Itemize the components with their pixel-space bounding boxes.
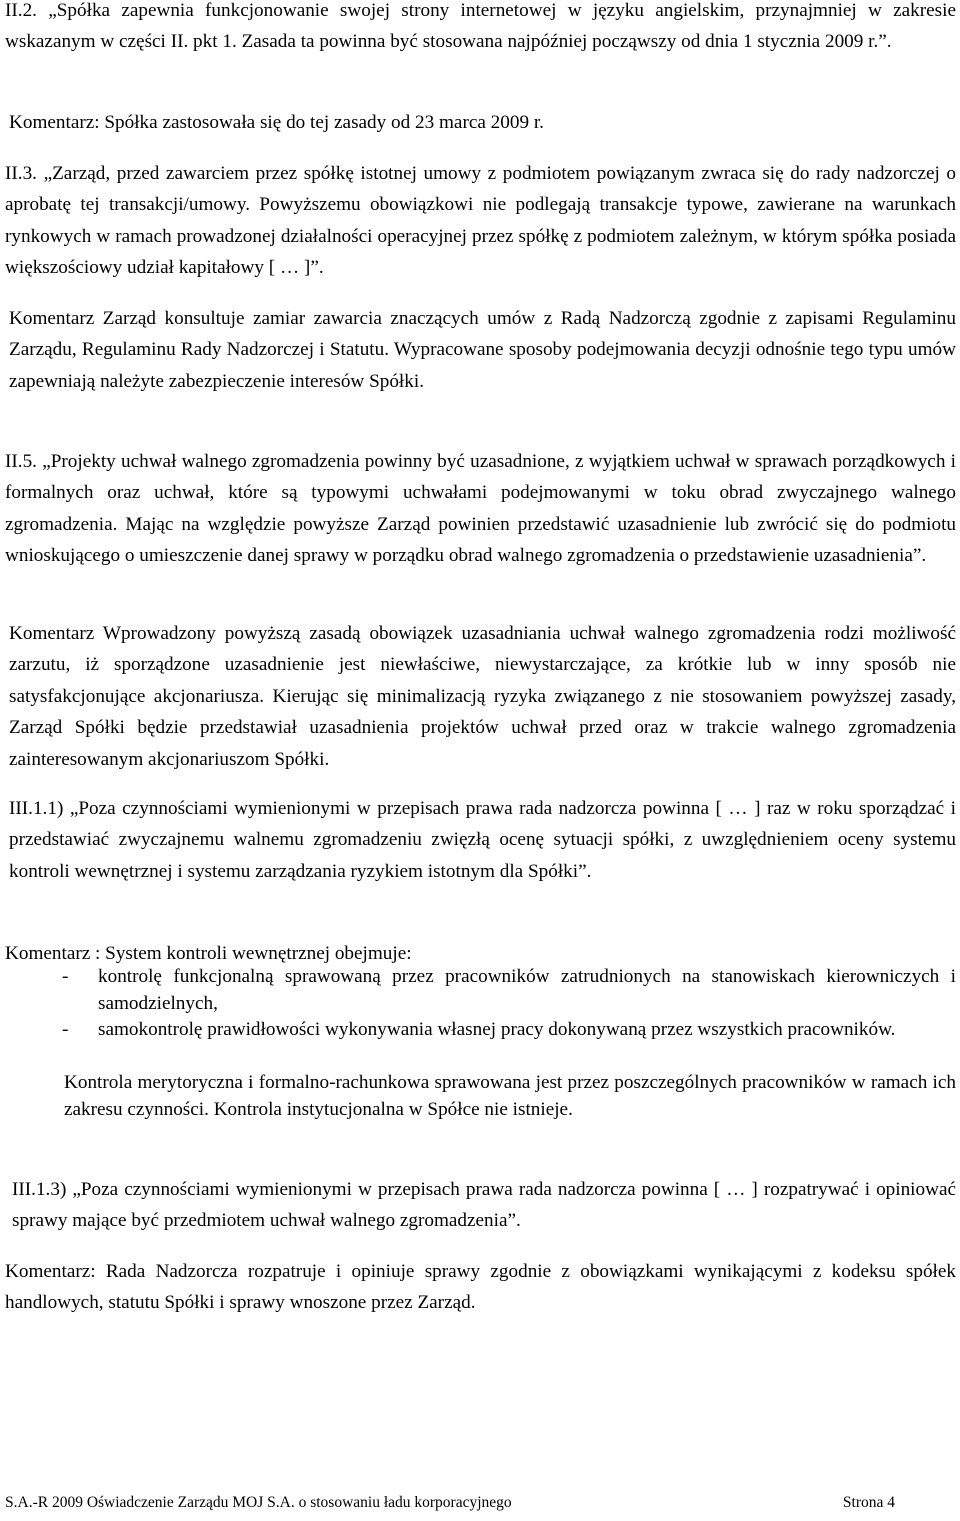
page-footer xyxy=(5,1493,895,1513)
list-item xyxy=(62,964,956,1017)
list-item-text: kontrolę funkcjonalną sprawowaną przez pracowników zatrudnionych na stanowiskach kierowniczych i samodzielnych, xyxy=(98,966,956,1014)
paragraph-II-3: II.3. „Zarząd, przed zawarciem przez spółkę istotnej umowy z podmiotem powiązanym zwraca się do rady nadzorczej o aprobatę tej transakcji/umowy. Powyższemu obowiązkowi nie podlegają transakcje typowe, zawierane na warunkach rynkowych w ramach prowadzonej działalności operacyjnej przez spółkę z podmiotem zależnym, w którym spółka posiada większościowy udział kapitałowy [ … ]”. xyxy=(5,163,956,279)
comment-III-1-3: Komentarz: Rada Nadzorcza rozpatruje i opiniuje sprawy zgodnie z obowiązkami wynikającymi z kodeksu spółek handlowych, statutu Spółki i sprawy wnoszone przez Zarząd. xyxy=(5,1261,956,1314)
page-number: Strona 4 xyxy=(842,1494,895,1511)
comment-II-3: Komentarz Zarząd konsultuje zamiar zawarcia znaczących umów z Radą Nadzorczą zgodnie z zapisami Regulaminu Zarządu, Regulaminu Rady Nadzorczej i Statutu. Wypracowane sposoby podejmowania decyzji odnośnie tego typu umów zapewniają należyte zabezpieczenie interesów Spółki. xyxy=(9,308,956,392)
paragraph-III-1-3: III.1.3) „Poza czynnościami wymienionymi w przepisach prawa rada nadzorcza powinna [ … ] rozpatrywać i opiniować sprawy mające być przedmiotem uchwał walnego zgromadzenia”. xyxy=(12,1179,956,1232)
comment-III-1-1-kontrola: Kontrola merytoryczna i formalno-rachunkowa sprawowana jest przez poszczególnych pracowników w ramach ich zakresu czynności. Kontrola instytucjonalna w Spółce nie istnieje. xyxy=(64,1072,956,1120)
comment-II-5: Komentarz Wprowadzony powyższą zasadą obowiązek uzasadniania uchwał walnego zgromadzenia rodzi możliwość zarzutu, iż sporządzone uzasadnienie jest niewłaściwe, niewystarczające, za krótkie lub w inny sposób nie satysfakcjonujące akcjonariusza. Kierując się minimalizacją ryzyka związanego z nie stosowaniem powyższej zasady, Zarząd Spółki będzie przedstawiał uzasadnienia projektów uchwał przed oraz w trakcie walnego zgromadzenia zainteresowanym akcjonariuszom Spółki. xyxy=(9,623,956,770)
paragraph-II-2: II.2. „Spółka zapewnia funkcjonowanie swojej strony internetowej w języku angielskim, przynajmniej w zakresie wskazanym w części II. pkt 1. Zasada ta powinna być stosowana najpóźniej począwszy od dnia 1 stycznia 2009 r.”. xyxy=(5,0,956,53)
list-dash: - xyxy=(62,966,69,987)
footer-title: S.A.-R 2009 Oświadczenie Zarządu MOJ S.A. o stosowaniu ładu korporacyjnego xyxy=(5,1494,512,1511)
list-item-text: samokontrolę prawidłowości wykonywania własnej pracy dokonywaną przez wszystkich pracowników. xyxy=(98,1019,896,1040)
paragraph-II-5: II.5. „Projekty uchwał walnego zgromadzenia powinny być uzasadnione, z wyjątkiem uchwał w sprawach porządkowych i formalnych oraz uchwał, które są typowymi uchwałami podejmowanymi w toku obrad zwyczajnego walnego zgromadzenia. Mając na względzie powyższe Zarząd powinien przedstawić uzasadnienie lub zwrócić się do podmiotu wnioskującego o umieszczenie danej sprawy w porządku obrad walnego zgromadzenia o przedstawienie uzasadnienia”. xyxy=(5,451,956,567)
comment-II-2: Komentarz: Spółka zastosowała się do tej zasady od 23 marca 2009 r. xyxy=(9,112,544,133)
list-dash: - xyxy=(62,1019,69,1040)
list-item xyxy=(62,1017,956,1044)
paragraph-III-1-1: III.1.1) „Poza czynnościami wymienionymi w przepisach prawa rada nadzorcza powinna [ … ] raz w roku sporządzać i przedstawiać zwyczajnemu walnemu zgromadzeniu zwięzłą ocenę sytuacji spółki, z uwzględnieniem oceny systemu kontroli wewnętrznej i systemu zarządzania ryzykiem istotnym dla Spółki”. xyxy=(9,798,956,882)
comment-III-1-1-intro: Komentarz : System kontroli wewnętrznej obejmuje: xyxy=(5,943,412,964)
